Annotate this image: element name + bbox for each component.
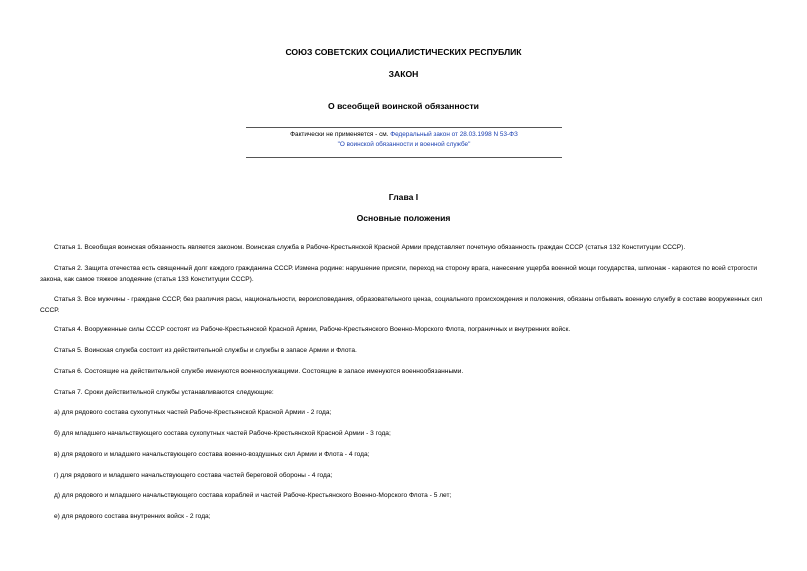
chapter-title: Основные положения	[356, 213, 451, 223]
doc-type-heading: ЗАКОН	[388, 69, 419, 79]
document-title: О всеобщей воинской обязанности	[328, 101, 479, 111]
applicability-note	[246, 127, 562, 158]
union-heading: СОЮЗ СОВЕТСКИХ СОЦИАЛИСТИЧЕСКИХ РЕСПУБЛИК	[285, 47, 522, 57]
article-1: Статья 1. Всеобщая воинская обязанность является законом. Воинская служба в Рабоче-Крестьянской Красной Армии представляет почетную обязанность граждан СССР (статья 132 Конституции СССР).	[54, 244, 686, 251]
article-4: Статья 4. Вооруженные силы СССР состоят из Рабоче-Крестьянской Красной Армии, Рабоче-Крестьянского Военно-Морского Флота, пограничных и внутренних войск.	[54, 326, 571, 333]
note-prefix: Фактически не применяется - см.	[290, 131, 391, 138]
article-2: Статья 2. Защита отечества есть священный долг каждого гражданина СССР. Измена родине: нарушение присяги, переход на сторону врага, нанесение ущерба военной мощи государства, шпионаж - караются по всей строгости закона, как самое тяжкое злодеяние (статья 133 Конституции СССР).	[40, 265, 758, 283]
article-7-item-b: б) для младшего начальствующего состава сухопутных частей Рабоче-Крестьянской Красной Армии - 3 года;	[54, 430, 391, 437]
article-7: Статья 7. Сроки действительной службы устанавливаются следующие:	[54, 389, 274, 396]
article-3: Статья 3. Все мужчины - граждане СССР, без различия расы, национальности, вероисповедания, образовательного ценза, социального происхождения и положения, обязаны отбывать военную службу в составе вооруженных сил СССР.	[40, 296, 763, 314]
article-7-item-g: г) для рядового и младшего начальствующего состава частей береговой обороны - 4 года;	[54, 472, 333, 479]
article-7-item-a: а) для рядового состава сухопутных частей Рабоче-Крестьянской Красной Армии - 2 года;	[54, 409, 332, 416]
note-line-1	[246, 130, 562, 140]
article-7-item-d: д) для рядового и младшего начальствующего состава кораблей и частей Рабоче-Крестьянского Военно-Морского Флота - 5 лет;	[54, 492, 452, 499]
article-7-item-v: в) для рядового и младшего начальствующего состава военно-воздушных сил Армии и Флота - 4 года;	[54, 451, 370, 458]
chapter-number: Глава I	[388, 192, 419, 202]
article-7-item-e: е) для рядового состава внутренних войск - 2 года;	[54, 513, 211, 520]
federal-law-link-title[interactable]: "О воинской обязанности и военной службе"	[337, 141, 471, 148]
federal-law-link[interactable]: Федеральный закон от 28.03.1998 N 53-ФЗ	[390, 131, 518, 138]
article-5: Статья 5. Воинская служба состоит из действительной службы и службы в запасе Армии и Флота.	[54, 347, 357, 354]
article-6: Статья 6. Состоящие на действительной службе именуются военнослужащими. Состоящие в запасе именуются военнообязанными.	[54, 368, 464, 375]
